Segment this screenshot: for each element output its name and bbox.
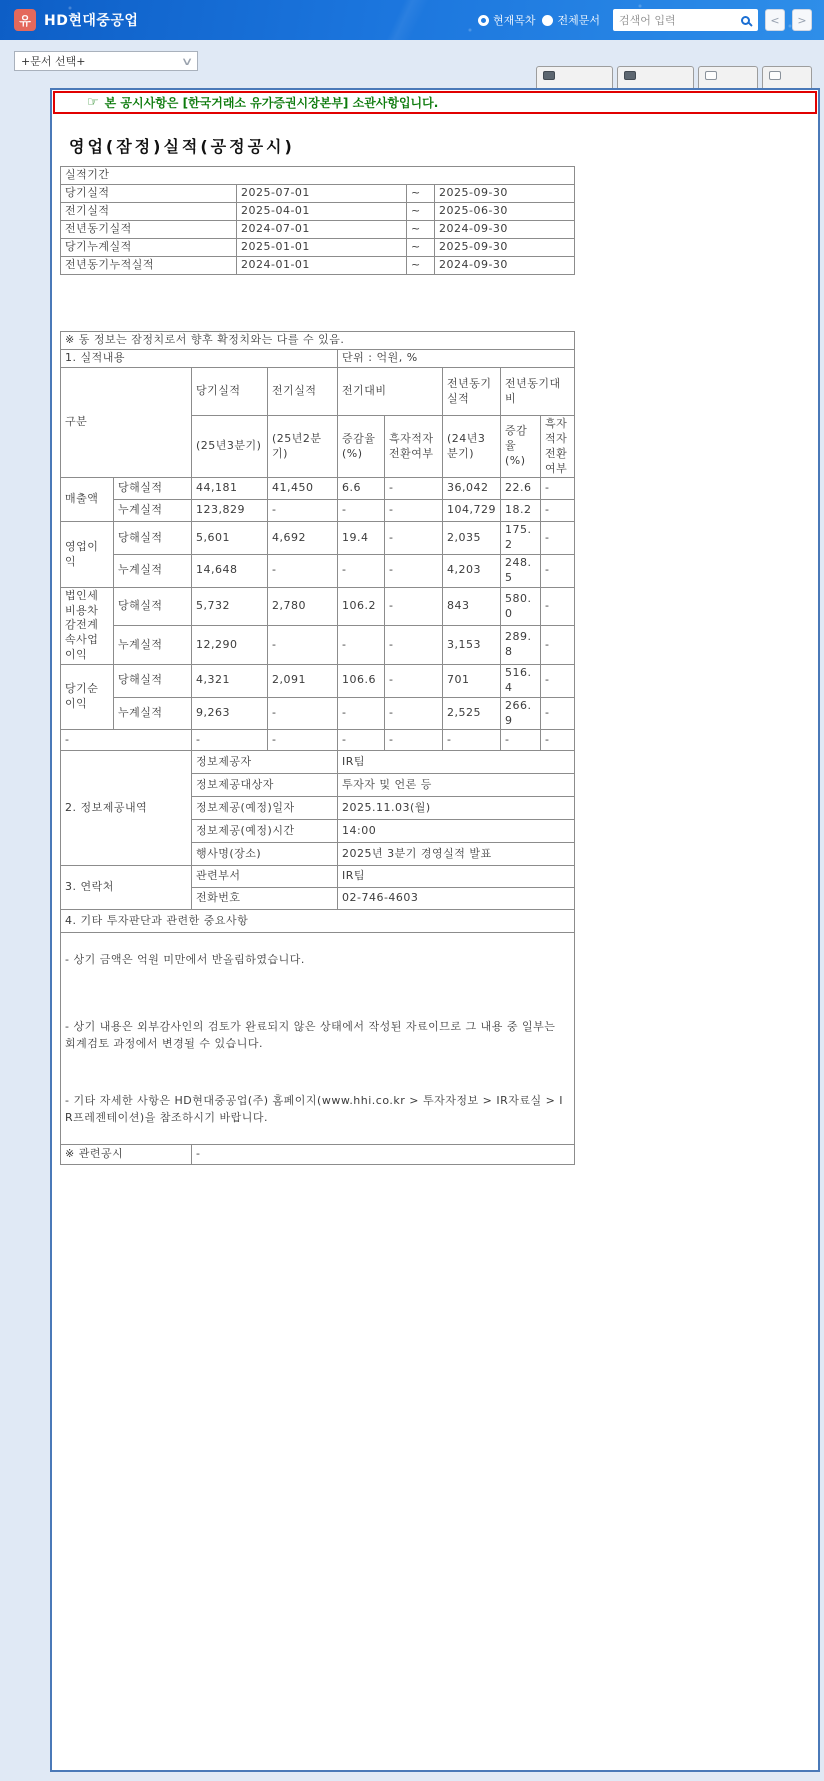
notes-row [61, 933, 575, 1145]
value-cell: 4,203 [443, 555, 501, 588]
contact-value: 02-746-4603 [338, 888, 575, 910]
data-row [61, 555, 575, 588]
related-value: - [192, 1145, 575, 1165]
dash-cell: - [61, 730, 192, 751]
value-cell: - [268, 697, 338, 730]
radio-all-documents[interactable] [542, 12, 600, 28]
data-row [61, 697, 575, 730]
dash-cell: - [541, 730, 575, 751]
contact-key: 전화번호 [192, 888, 338, 910]
radio-current-toc-label: 현재목차 [492, 14, 536, 27]
table-row [61, 203, 575, 221]
note-rounding: - 상기 금액은 억원 미만에서 반올림하였습니다. [65, 953, 305, 967]
data-row [61, 522, 575, 555]
dash-row [61, 730, 575, 751]
value-cell: 6.6 [338, 478, 385, 500]
value-cell: - [268, 500, 338, 522]
value-cell: - [541, 478, 575, 500]
value-cell: - [338, 626, 385, 665]
value-cell: - [385, 587, 443, 626]
value-cell: 701 [443, 664, 501, 697]
period-label: 전년동기누적실적 [61, 257, 237, 275]
table-row [61, 221, 575, 239]
value-cell: 12,290 [192, 626, 268, 665]
value-cell: 2,780 [268, 587, 338, 626]
note-unaudited: - 상기 내용은 외부감사인의 검토가 완료되지 않은 상태에서 작성된 자료이므로 그 내용 중 일부는 회계검토 과정에서 변경될 수 있습니다. [65, 1020, 556, 1051]
value-cell: - [541, 697, 575, 730]
section2-label: 2. 정보제공내역 [61, 751, 192, 866]
value-cell: 18.2 [501, 500, 541, 522]
notes-cell [61, 933, 575, 1145]
metric-group: 매출액 [61, 478, 114, 522]
sub-rate: 증감율(%) [338, 416, 385, 478]
value-cell: 104,729 [443, 500, 501, 522]
value-cell: 175.2 [501, 522, 541, 555]
info-key: 정보제공(예정)일자 [192, 797, 338, 820]
value-cell: - [385, 626, 443, 665]
value-cell: 14,648 [192, 555, 268, 588]
info-value: 투자자 및 언론 등 [338, 774, 575, 797]
value-cell: - [268, 555, 338, 588]
radio-selected-icon[interactable] [542, 15, 553, 26]
search-input[interactable] [619, 14, 741, 27]
value-cell: 106.2 [338, 587, 385, 626]
contact-key: 관련부서 [192, 866, 338, 888]
info-value: 2025년 3분기 경영실적 발표 [338, 843, 575, 866]
page-icon [705, 71, 717, 80]
jurisdiction-notice-text: 본 공시사항은 [한국거래소 유가증권시장본부] 소관사항입니다. [104, 96, 439, 110]
info-row [61, 751, 575, 774]
metric-type: 누계실적 [114, 697, 192, 730]
sub-turnaround: 흑자적자전환여부 [385, 416, 443, 478]
metric-type: 당해실적 [114, 664, 192, 697]
search-icon[interactable] [741, 16, 750, 25]
info-key: 정보제공대상자 [192, 774, 338, 797]
dash-cell: - [501, 730, 541, 751]
related-label: ※ 관련공시 [61, 1145, 192, 1165]
value-cell: 4,321 [192, 664, 268, 697]
data-row [61, 626, 575, 665]
tilde: ~ [407, 185, 435, 203]
tilde: ~ [407, 257, 435, 275]
period-to: 2025-06-30 [435, 203, 575, 221]
document-icon [543, 71, 555, 80]
data-row [61, 500, 575, 522]
value-cell: - [541, 522, 575, 555]
table-row [61, 910, 575, 933]
value-cell: - [268, 626, 338, 665]
metric-type: 당해실적 [114, 587, 192, 626]
dash-cell: - [338, 730, 385, 751]
value-cell: - [385, 522, 443, 555]
related-disclosure-row [61, 1145, 575, 1165]
tilde: ~ [407, 203, 435, 221]
table-row [61, 185, 575, 203]
info-value: 14:00 [338, 820, 575, 843]
dash-cell: - [192, 730, 268, 751]
period-from: 2025-07-01 [237, 185, 407, 203]
sub-q2-25: (25년2분기) [268, 416, 338, 478]
metric-type: 당해실적 [114, 478, 192, 500]
section1-label: 1. 실적내용 [61, 350, 338, 368]
tilde: ~ [407, 221, 435, 239]
value-cell: - [338, 555, 385, 588]
metric-type: 누계실적 [114, 500, 192, 522]
value-cell: 106.6 [338, 664, 385, 697]
metric-type: 당해실적 [114, 522, 192, 555]
radio-unselected-icon[interactable] [478, 15, 489, 26]
metric-group: 법인세비용차감전계속사업이익 [61, 587, 114, 664]
value-cell: 843 [443, 587, 501, 626]
table-row [61, 239, 575, 257]
value-cell: - [541, 587, 575, 626]
value-cell: 289.8 [501, 626, 541, 665]
next-result-button[interactable]: > [792, 9, 812, 31]
col-current: 당기실적 [192, 368, 268, 416]
value-cell: - [385, 555, 443, 588]
top-header-bar [0, 0, 824, 40]
value-cell: - [541, 626, 575, 665]
sub-turnaround: 흑자적자전환여부 [541, 416, 575, 478]
data-row [61, 587, 575, 626]
jurisdiction-notice [53, 91, 817, 114]
metric-type: 누계실적 [114, 555, 192, 588]
value-cell: 19.4 [338, 522, 385, 555]
value-cell: 516.4 [501, 664, 541, 697]
value-cell: 5,601 [192, 522, 268, 555]
value-cell: 36,042 [443, 478, 501, 500]
value-cell: 2,525 [443, 697, 501, 730]
page-title: 영업(잠정)실적(공정공시) [69, 137, 295, 156]
metric-type: 누계실적 [114, 626, 192, 665]
prev-result-button[interactable]: < [765, 9, 785, 31]
data-row [61, 478, 575, 500]
value-cell: - [338, 500, 385, 522]
period-label: 당기실적 [61, 185, 237, 203]
value-cell: - [385, 478, 443, 500]
col-previous: 전기실적 [268, 368, 338, 416]
document-select-value: +문서 선택+ [21, 55, 86, 68]
info-key: 정보제공(예정)시간 [192, 820, 338, 843]
pointing-hand-icon: ☞ [87, 95, 99, 110]
value-cell: 580.0 [501, 587, 541, 626]
dash-cell: - [268, 730, 338, 751]
radio-all-documents-label: 전체문서 [557, 14, 600, 27]
period-to: 2024-09-30 [435, 257, 575, 275]
contact-row [61, 866, 575, 888]
document-icon [624, 71, 636, 80]
period-from: 2024-01-01 [237, 257, 407, 275]
info-key: 정보제공자 [192, 751, 338, 774]
period-to: 2024-09-30 [435, 221, 575, 239]
value-cell: 266.9 [501, 697, 541, 730]
value-cell: 3,153 [443, 626, 501, 665]
contact-value: IR팀 [338, 866, 575, 888]
page-icon [769, 71, 781, 80]
table-row [61, 257, 575, 275]
value-cell: - [385, 500, 443, 522]
table-row [61, 350, 575, 368]
value-cell: 22.6 [501, 478, 541, 500]
table-row [61, 332, 575, 350]
metric-group: 당기순이익 [61, 664, 114, 729]
col-yoy-result: 전년동기실적 [443, 368, 501, 416]
company-title: HD현대중공업 [44, 13, 139, 29]
col-gubun: 구분 [61, 368, 192, 478]
document-viewer-frame [50, 88, 820, 1772]
results-table [60, 331, 575, 1165]
col-vs-yoy: 전년동기대비 [501, 368, 575, 416]
period-label: 전년동기실적 [61, 221, 237, 239]
col-vs-previous: 전기대비 [338, 368, 443, 416]
info-key: 행사명(장소) [192, 843, 338, 866]
value-cell: 4,692 [268, 522, 338, 555]
period-to: 2025-09-30 [435, 239, 575, 257]
value-cell: - [385, 697, 443, 730]
info-value: IR팀 [338, 751, 575, 774]
period-label: 전기실적 [61, 203, 237, 221]
period-label: 당기누계실적 [61, 239, 237, 257]
unit-label: 단위 : 억원, % [338, 350, 575, 368]
search-box [613, 9, 758, 31]
tilde: ~ [407, 239, 435, 257]
period-table-header: 실적기간 [61, 167, 575, 185]
period-from: 2024-07-01 [237, 221, 407, 239]
sub-q3-24: (24년3분기) [443, 416, 501, 478]
sub-q3-25: (25년3분기) [192, 416, 268, 478]
period-from: 2025-01-01 [237, 239, 407, 257]
period-to: 2025-09-30 [435, 185, 575, 203]
document-select[interactable] [14, 51, 198, 71]
table-header-row [61, 368, 575, 416]
section3-label: 3. 연락처 [61, 866, 192, 910]
value-cell: - [541, 500, 575, 522]
info-value: 2025.11.03(월) [338, 797, 575, 820]
dash-cell: - [385, 730, 443, 751]
metric-group: 영업이익 [61, 522, 114, 587]
radio-current-toc[interactable] [478, 12, 536, 28]
dash-cell: - [443, 730, 501, 751]
value-cell: 2,035 [443, 522, 501, 555]
value-cell: 248.5 [501, 555, 541, 588]
value-cell: 9,263 [192, 697, 268, 730]
data-row [61, 664, 575, 697]
value-cell: 2,091 [268, 664, 338, 697]
market-type-badge: 유 [14, 9, 36, 31]
value-cell: 123,829 [192, 500, 268, 522]
value-cell: 44,181 [192, 478, 268, 500]
section4-label: 4. 기타 투자판단과 관련한 중요사항 [61, 910, 575, 933]
period-from: 2025-04-01 [237, 203, 407, 221]
value-cell: - [385, 664, 443, 697]
period-table [60, 166, 575, 275]
chevron-down-icon: ∨ [180, 54, 194, 68]
header-controls [478, 9, 812, 31]
value-cell: 5,732 [192, 587, 268, 626]
sub-rate: 증감율(%) [501, 416, 541, 478]
note-website: - 기타 자세한 사항은 HD현대중공업(주) 홈페이지(www.hhi.co.kr > 투자자정보 > IR자료실 > IR프레젠테이션)을 참조하시기 바랍니다. [65, 1094, 564, 1125]
value-cell: - [541, 664, 575, 697]
value-cell: - [541, 555, 575, 588]
table-row [61, 167, 575, 185]
value-cell: 41,450 [268, 478, 338, 500]
value-cell: - [338, 697, 385, 730]
provisional-note: ※ 동 정보는 잠정치로서 향후 확정치와는 다를 수 있음. [61, 332, 575, 350]
